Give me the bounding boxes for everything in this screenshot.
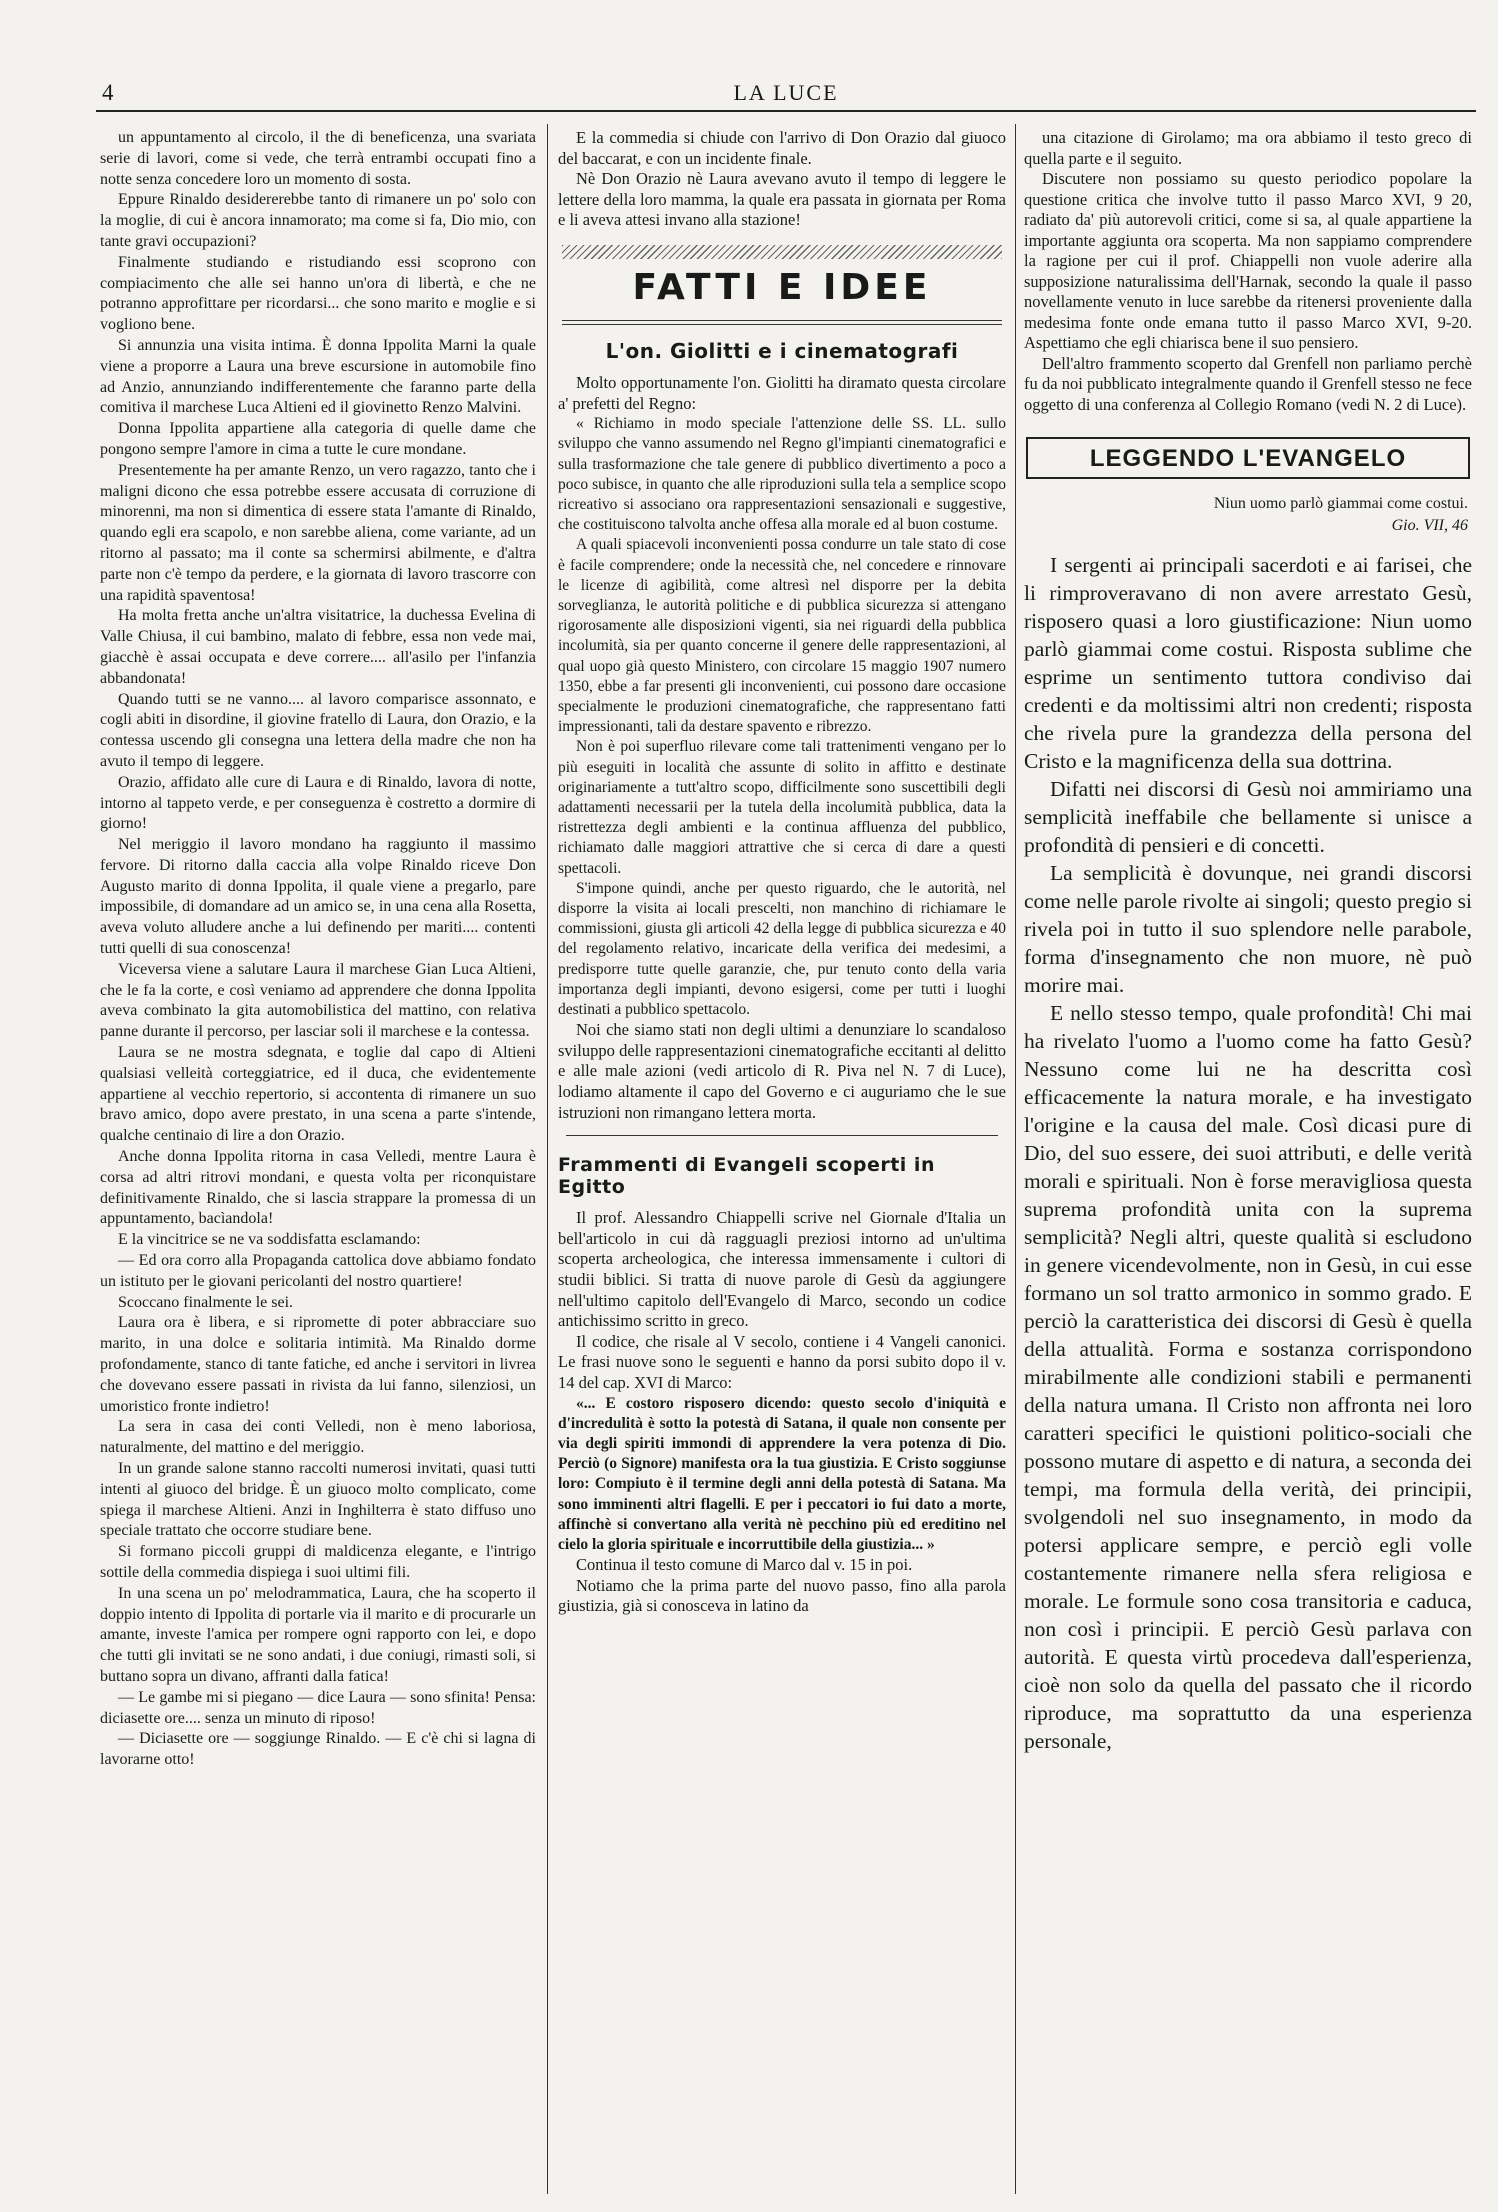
quoted-paragraph: A quali spiacevoli inconvenienti possa condurre un tale stato di cose è facile comprendere; onde la necessità che, nel concedere e rinnovare le licenze di agibilità, come altresì nel disporre per la debita sorveglianza, le autorità politiche e di pubblica sicurezza si attengano rigorosamente alle disposizioni vigenti, sia nei riguardi della pubblica incolumità, sia per quanto concerne il genere delle rappresentazioni, al qual uopo già questo Ministero, con circolare 15 maggio 1907 numero 1350, ebbe a far presenti gli inconvenienti, cui possono dare occasione specialmente le produzioni cinematografiche, che rappresentano fatti impressionanti, tali da destare spavento e ribrezzo. <box>558 536 1006 736</box>
paragraph: La sera in casa dei conti Velledi, non è meno laboriosa, naturalmente, del mattino e del meriggio. <box>100 1418 536 1457</box>
paragraph: Noi che siamo stati non degli ultimi a denunziare lo scandaloso sviluppo delle rappresentazioni cinematografiche eccitanti al delitto e alle male azioni (vedi articolo di R. Piva nel N. 7 di Luce), lodiamo altamente il capo del Governo e ci auguriamo che le sue istruzioni non rimangano lettera morta. <box>558 1020 1006 1122</box>
epigraph-citation: Gio. VII, 46 <box>1391 517 1468 534</box>
paragraph: Viceversa viene a salutare Laura il marchese Gian Luca Altieni, che le fa la corte, e così veniamo ad apprendere che donna Ippolita aveva combinato la gita automobilistica del mattino, con relativa panne durante il percorso, per lasciar soli il marchese e la contessa. <box>100 960 536 1041</box>
paragraph: Si formano piccoli gruppi di maldicenza elegante, e l'intrigo sottile della commedia dispiega i suoi ultimi fili. <box>100 1543 536 1581</box>
quoted-paragraph: «... E costoro risposero dicendo: questo secolo d'iniquità e d'incredulità è sotto la potestà di Satana, il quale non consente per via degli spiriti immondi di apprendere la vera potenza di Dio. Perciò (o Signore) manifesta ora la tua giustizia. E Cristo soggiunse loro: Compiuto è il termine degli anni della potestà di Satana. Ma sono imminenti altri flagelli. E per i peccatori io fui dato a morte, affinchè si convertano alla verità nè pecchino più ed ereditino nel cielo la gloria spirituale e incorruttibile della giustizia... » <box>558 1394 1006 1553</box>
column-rule <box>547 124 548 2194</box>
article-title: L'on. Giolitti e i cinematografi <box>605 338 959 363</box>
paragraph: La semplicità è dovunque, nei grandi discorsi come nelle parole rivolte ai singoli; questo pregio si rivela poi in tutto il suo splendore nelle parabole, forma d'insegnamento che non muore, nè può morire mai. <box>1024 861 1472 997</box>
paragraph: Anche donna Ippolita ritorna in casa Velledi, mentre Laura è corsa ad altri ritrovi mondani, e questa volta per riconquistare definitivamente Rinaldo, che si lascia strappare la promessa di un appuntamento, bacìandola! <box>100 1148 536 1228</box>
quoted-paragraph: « Richiamo in modo speciale l'attenzione delle SS. LL. sullo sviluppo che vanno assumendo nel Regno gl'impianti cinematografici e sulla trasformazione che tale genere di pubblico divertimento a poco a poco subisce, in quanto che alle riproduzioni sulla tela a semplice scopo ricreativo si associano ora rappresentazioni sensazionali e suggestive, che costituiscono talvolta anche offesa alla morale ed al buon costume. <box>558 415 1006 534</box>
ornamental-rule <box>562 245 1002 259</box>
paragraph: Dell'altro frammento scoperto dal Grenfell non parliamo perchè fu da noi pubblicato integralmente quando il Grenfell stesso ne fece oggetto di una conferenza al Collegio Romano (vedi N. 2 di Luce). <box>1024 353 1472 414</box>
paragraph: Laura ora è libera, e si ripromette di poter abbracciare suo marito, in una dolce e solitaria intimità. Ma Rinaldo dorme profondamente, stanco di tante fatiche, ed anche i servitori in livrea che dovevano essere passati in rivista da lui fanno, silenziosi, un umoristico fronte indietro! <box>100 1314 536 1415</box>
running-title: LA LUCE <box>733 80 839 105</box>
paragraph: I sergenti ai principali sacerdoti e ai farisei, che li rimproveravano di non avere arrestato Gesù, risposero quasi a loro giustificazione: Niun uomo parlò giammai come costui. Risposta sublime che esprime un sentimento tuttora condiviso dai credenti e da moltissimi altri non credenti; risposta che rivela pure la grandezza della persona del Cristo e la magnificenza della sua dottrina. <box>1024 553 1472 773</box>
section-title: FATTI E IDEE <box>632 266 932 308</box>
paragraph: Ha molta fretta anche un'altra visitatrice, la duchessa Evelina di Valle Chiusa, il cui bambino, malato di febbre, essa non vede mai, giacchè è assai occupata e deve correre.... all'asilo per l'infanzia abbandonata! <box>100 607 536 687</box>
paragraph: Il prof. Alessandro Chiappelli scrive nel Giornale d'Italia un bell'articolo in cui dà ragguagli preziosi intorno ad un'ultima scoperta archeologica, che interessa immensamente i cultori di studii biblici. Si tratta di nuove parole di Gesù da aggiungere nell'ultimo capitolo dell'Evangelo di Marco, secondo un codice antichissimo scritto in greco. <box>558 1208 1006 1331</box>
paragraph: Molto opportunamente l'on. Giolitti ha diramato questa circolare a' prefetti del Regno: <box>558 372 1006 413</box>
paragraph: Presentemente ha per amante Renzo, un vero ragazzo, tanto che i maligni dicono che essa potrebbe essere accusata di corruzione di minorenni, ma non si dimentica di essere stata l'amante di Rinaldo, quando egli era scapolo, e non sarebbe aliena, come variante, ad un ritorno al passato; ma il conte sa schermirsi abilmente, e d'altra parte non c'è tempo da perdere, e la giornata di lavoro trascorre con una rapidità spaventosa! <box>100 461 536 604</box>
paragraph: Il codice, che risale al V secolo, contiene i 4 Vangeli canonici. Le frasi nuove sono le seguenti e hanno da porsi subito dopo il v. 14 del cap. XVI di Marco: <box>558 1331 1006 1392</box>
paragraph: Discutere non possiamo su questo periodico popolare la questione critica che involve tutto il passo Marco XVI, 9 20, radiato da' più autorevoli critici, come si sa, al quale appartiene la importante aggiunta ora scoperta. Ma non sappiamo comprendere la ragione per cui il prof. Chiappelli non vuole aderire alla supposizione naturalissima dell'Harnak, secondo la quale il passo novellamente venuto in luce sarebbe da ritenersi proveniente dalla medesima fonte onde emana tutto il passo Marco XVI, 9-20. Aspettiamo che egli chiarisca bene il suo pensiero. <box>1024 169 1472 352</box>
column-2 <box>558 128 1006 2188</box>
quoted-paragraph: S'impone quindi, anche per questo riguardo, che le autorità, nel disporre la visita ai locali prescelti, non manchino di richiamare le commissioni, giusta gli articoli 42 della legge di pubblica sicurezza e 40 del regolamento relativo, incaricate della verifica dei medesimi, a predisporre tutte quelle garanzie, che, pur tenuto conto della varia importanza degli impianti, devono esigersi, come per tutti i luoghi destinati a pubblico spettacolo. <box>558 879 1006 1019</box>
epigraph <box>1024 493 1468 537</box>
paragraph: Quando tutti se ne vanno.... al lavoro comparisce assonnato, e cogli abiti in disordine, il giovine fratello di Laura, don Orazio, e la contessa uscendo gli consegna una lettera della madre che non ha avuto il tempo di leggere. <box>100 690 536 770</box>
page-header <box>96 76 1476 112</box>
paragraph: Difatti nei discorsi di Gesù noi ammiriamo una semplicità ineffabile che bellamente si unisce a profondità di pensieri e di concetti. <box>1024 777 1472 857</box>
column-rule <box>1015 124 1016 2194</box>
paragraph: In un grande salone stanno raccolti numerosi invitati, quasi tutti intenti al giuoco del bridge. È un giuoco molto complicato, come spiega il marchese Altieni. Anzi in Inghilterra è stato diffuso uno speciale trattato che occorre studiare bene. <box>100 1460 536 1540</box>
paragraph: — Diciasette ore — soggiunge Rinaldo. — E c'è chi si lagna di lavorarne otto! <box>100 1730 536 1769</box>
divider <box>566 1135 998 1136</box>
paragraph: Donna Ippolita appartiene alla categoria di quelle dame che pongono sempre l'amore in cima a tutte le cure mondane. <box>100 420 536 458</box>
paragraph: Continua il testo comune di Marco dal v. 15 in poi. <box>576 1555 913 1575</box>
column-3 <box>1024 128 1472 2188</box>
paragraph: E la vincitrice se ne va soddisfatta esclamando: <box>118 1231 421 1249</box>
paragraph: — Ed ora corro alla Propaganda cattolica dove abbiamo fondato un istituto per le giovani pericolanti del nostro quartiere! <box>100 1252 536 1290</box>
page-number: 4 <box>102 80 114 105</box>
section-box-title: LEGGENDO L'EVANGELO <box>1026 437 1470 479</box>
quoted-paragraph: Non è poi superfluo rilevare come tali trattenimenti vengano per lo più eseguiti in località che assunte di solito in affitto e destinate originariamente a tutt'altro scopo, difficilmente sono suscettibili degli adattamenti necessarii per la tutela della incolumità pubblica, data la ristrettezza degli ambienti e la continua affluenza del pubblico, richiamato dalle maggiori attrattive che si cerca di dare a questi spettacoli. <box>558 738 1006 877</box>
paragraph: In una scena un po' melodrammatica, Laura, che ha scoperto il doppio intento di Ippolita di portarle via il marito e di procurarle un amante, investe l'amica per rompere ogni rapporto con lei, e dopo che tutti gli invitati se ne sono andati, i due coniugi, rimasti soli, si buttano sopra un divano, affranti dalla fatica! <box>100 1584 536 1685</box>
paragraph: una citazione di Girolamo; ma ora abbiamo il testo greco di quella parte e il seguito. <box>1024 128 1472 168</box>
paragraph: Scoccano finalmente le sei. <box>118 1293 294 1311</box>
paragraph: Finalmente studiando e ristudiando essi scoprono con compiacimento che alle sei hanno un'ora di libertà, e che ne potranno approfittare per ricordarsi... che sono marito e moglie e si vogliono bene. <box>100 253 536 334</box>
paragraph: Eppure Rinaldo desidererebbe tanto di rimanere un po' solo con la moglie, di cui è ancora innamorato; ma come si fa, Dio mio, con tante gravi occupazioni? <box>100 191 536 250</box>
ornamental-rule <box>562 320 1002 325</box>
paragraph: — Le gambe mi si piegano — dice Laura — sono sfinita! Pensa: diciasette ore.... senza un minuto di riposo! <box>100 1688 536 1727</box>
paragraph: Nè Don Orazio nè Laura avevano avuto il tempo di leggere le lettere della loro mamma, la quale era passata in giornata per Roma e li aveva attesi invano alla stazione! <box>558 169 1006 230</box>
column-1 <box>100 128 536 2188</box>
paragraph: Notiamo che la prima parte del nuovo passo, fino alla parola giustizia, già si conosceva in latino da <box>558 1575 1006 1616</box>
paragraph: Laura se ne mostra sdegnata, e toglie dal capo di Altieni qualsiasi velleità corteggiatrice, ed il duca, che evidentemente appartiene al vecchio repertorio, si accontenta di rimanere un suo bravo amico, dopo avere prestato, in una scena a parte s'intende, qualche centinaio di lire a don Orazio. <box>100 1044 536 1145</box>
article-title: Frammenti di Evangeli scoperti in Egitto <box>558 1154 935 1199</box>
paragraph: Orazio, affidato alle cure di Laura e di Rinaldo, lavora di notte, intorno al tappeto verde, e per conseguenza è costretto a dormire di giorno! <box>100 773 536 833</box>
epigraph-text: Niun uomo parlò giammai come costui. <box>1213 495 1468 512</box>
paragraph: Nel meriggio il lavoro mondano ha raggiunto il massimo fervore. Di ritorno dalla caccia alla volpe Rinaldo riceve Don Augusto marito di donna Ippolita, il quale viene a pregarlo, pare impossibile, di domandare ad un amico se, in una cena alla Rosetta, aveva voluto alludere anche a lui definendo per mariti.... contenti tutti quelli di sua conoscenza! <box>100 836 536 958</box>
paragraph: E la commedia si chiude con l'arrivo di Don Orazio dal giuoco del baccarat, e con un incidente finale. <box>558 128 1006 168</box>
paragraph: un appuntamento al circolo, il the di beneficenza, una svariata serie di lavori, come si vede, che terrà entrambi occupati fino a notte senza concedere loro un momento di sosta. <box>100 129 536 188</box>
paragraph: E nello stesso tempo, quale profondità! Chi mai ha rivelato l'uomo a l'uomo come ha fatto Gesù? Nessuno come lui ne ha descritta così efficacemente la natura morale, e ha investigato l'origine e la causa del male. Così dicasi pure di Dio, del suo essere, dei suoi attributi, e delle verità morali e spirituali. Non è forse meravigliosa questa suprema profondità unita con la suprema semplicità? Negli altri, queste qualità si escludono in genere vicendevolmente, non in Gesù, in cui esse formano un sol tratto armonico in sommo grado. E perciò la caratteristica dei discorsi di Gesù è quella della attualità. Forma e sostanza corrispondono mirabilmente alle condizioni stabili e permanenti della natura umana. Il Cristo non affronta nei loro caratteri specifici le quistioni politico-sociali che possono mutare di aspetto e di natura, a seconda dei tempi, ma formula della verità, dei principii, svolgendoli nel suo insegnamento, in modo da potersi applicare sempre, e perciò egli volle costantemente rimanere nella sfera religiosa e morale. Le formule sono cosa transitoria e caduca, non così i principii. E perciò Gesù parlava con autorità. E questa virtù procedeva dall'esperienza, cioè non solo da quella del passato che il ricordo riproduce, ma soprattutto da una esperienza personale, <box>1024 1001 1472 1753</box>
paragraph: Si annunzia una visita intima. È donna Ippolita Marni la quale viene a proporre a Laura una breve escursione in automobile fino ad Anzio, annunziando indifferentemente che faranno parte della comitiva il marchese Luca Altieni ed il giovinetto Renzo Malvini. <box>100 336 536 417</box>
